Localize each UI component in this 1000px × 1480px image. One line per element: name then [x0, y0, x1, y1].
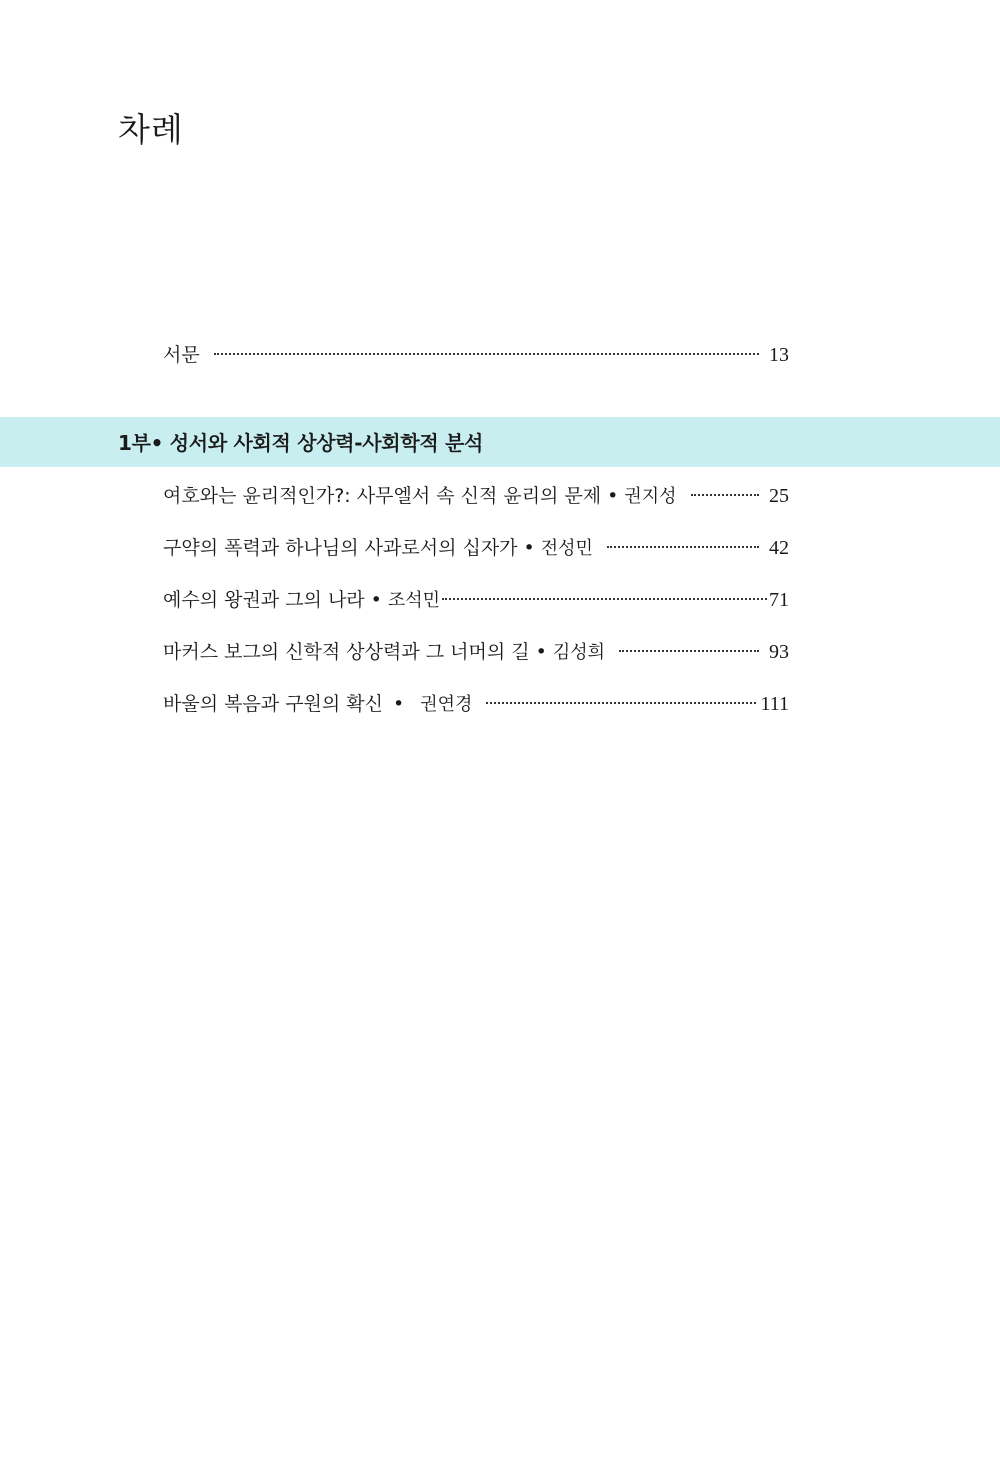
toc-entry[interactable] [163, 635, 789, 669]
dot-leader [691, 494, 759, 496]
dot-leader [619, 650, 759, 652]
bullet-separator: • [607, 485, 619, 507]
toc-entry[interactable] [163, 583, 789, 617]
toc-entry-title: 예수의 왕권과 그의 나라 [163, 589, 365, 611]
page-title: 차례 [118, 110, 184, 149]
bullet-separator: • [535, 641, 547, 663]
dot-leader [214, 353, 759, 355]
toc-page-number: 13 [769, 344, 789, 366]
bullet-separator: • [393, 693, 405, 715]
toc-entry-title: 여호와는 윤리적인가?: 사무엘서 속 신적 윤리의 문제 [163, 485, 602, 507]
toc-entry-title: 바울의 복음과 구원의 확신 [163, 693, 384, 715]
toc-entry-title: 서문 [163, 344, 200, 366]
toc-entry-author: 권지성 [624, 486, 677, 507]
toc-entry-title: 마커스 보그의 신학적 상상력과 그 너머의 길 [163, 641, 530, 663]
dot-leader [607, 546, 759, 548]
toc-page-number: 25 [769, 485, 789, 507]
toc-page-number: 71 [769, 589, 789, 611]
toc-entry-author: 김성희 [552, 642, 606, 663]
toc-entry[interactable] [163, 479, 789, 513]
toc-entry-title: 구약의 폭력과 하나님의 사과로서의 십자가 [163, 537, 518, 559]
toc-page-number: 93 [769, 641, 789, 663]
part-heading: 1부• 성서와 사회적 상상력-사회학적 분석 [118, 431, 484, 455]
toc-entry-author: 조석민 [387, 590, 441, 611]
bullet-separator: • [523, 537, 535, 559]
toc-entry[interactable] [163, 687, 789, 721]
toc-page-number: 111 [760, 693, 789, 715]
toc-entry-preface[interactable] [163, 338, 789, 372]
toc-entry-author: 권연경 [420, 694, 473, 715]
bullet-separator: • [370, 589, 382, 611]
part-heading-band [0, 417, 1000, 467]
dot-leader [486, 702, 756, 704]
dot-leader [442, 598, 767, 600]
toc-entry-author: 전성민 [540, 538, 593, 559]
toc-page-number: 42 [769, 537, 789, 559]
toc-entry[interactable] [163, 531, 789, 565]
